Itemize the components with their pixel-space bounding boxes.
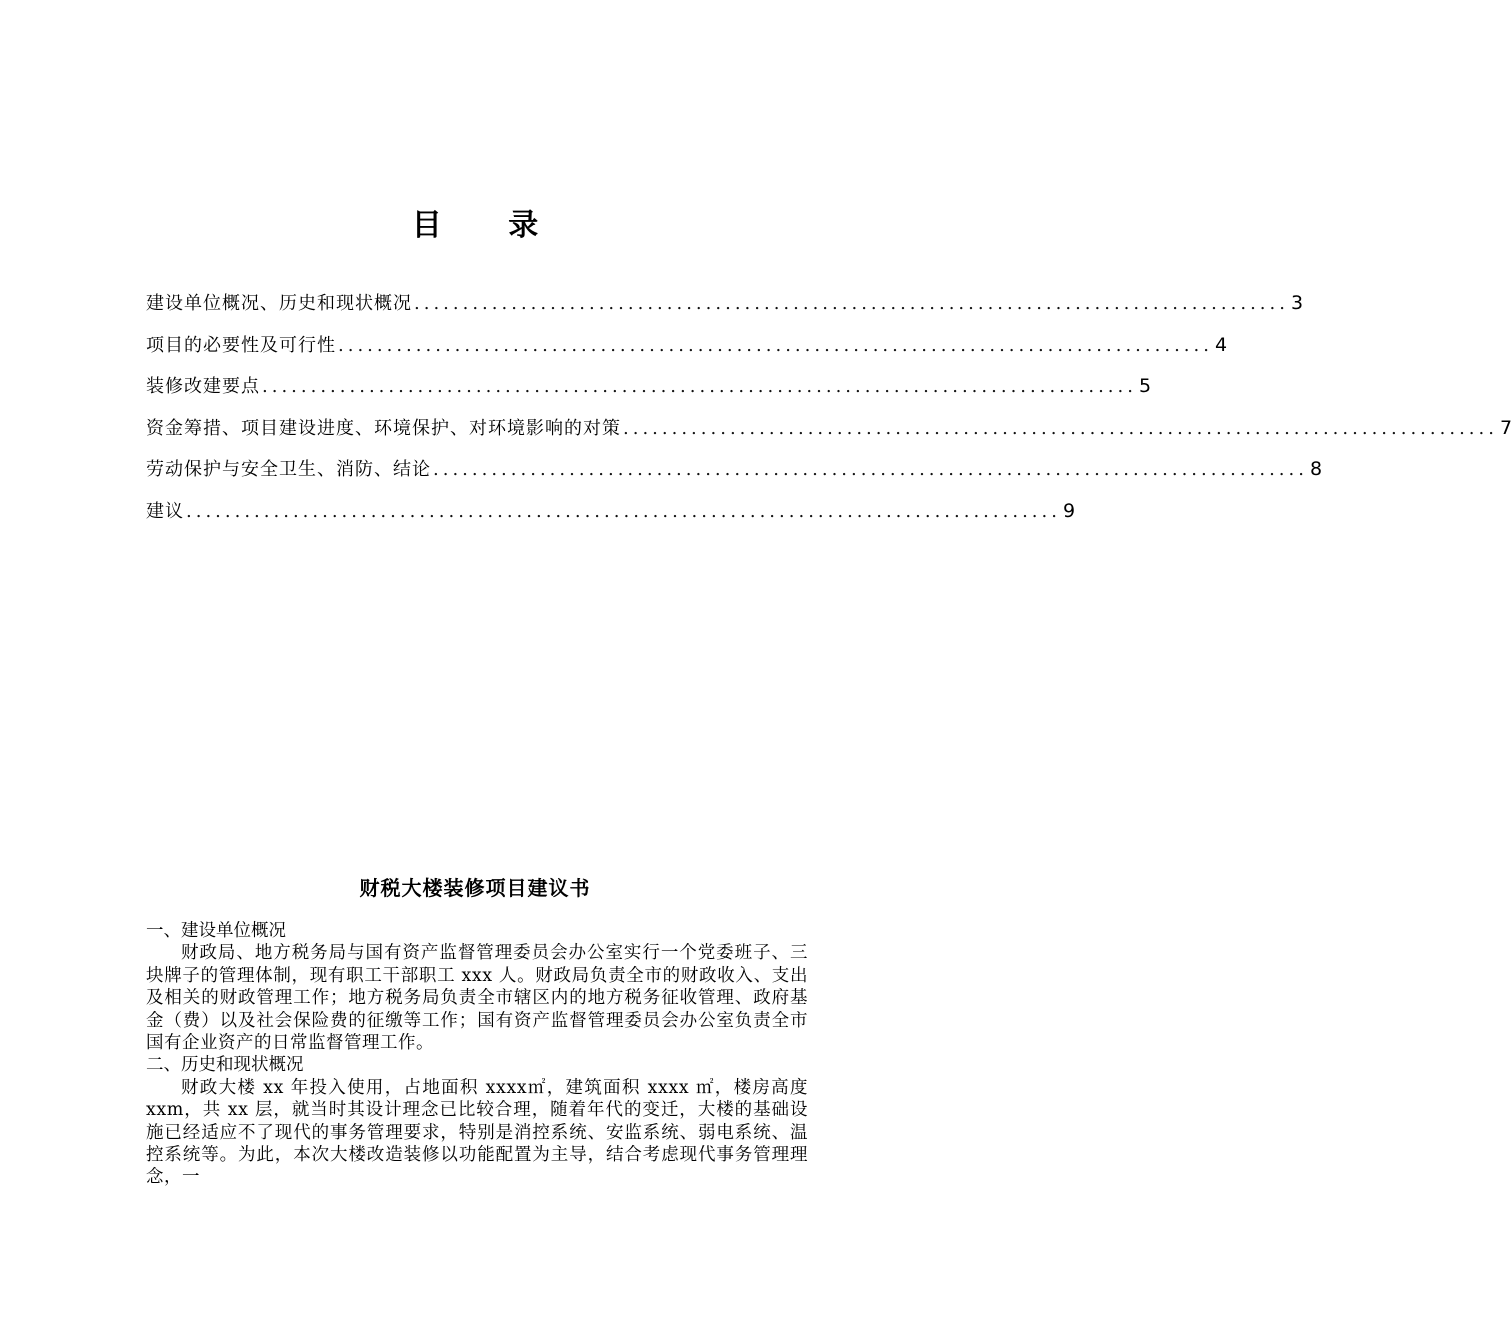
toc-title: 目 录 <box>411 208 567 243</box>
toc-entry[interactable] <box>146 454 1323 496</box>
toc-entry-page: 5 <box>1138 375 1152 397</box>
toc-leader-dots: .......................................................................................... <box>433 459 1308 480</box>
toc-entry[interactable] <box>146 496 1076 538</box>
toc-entry-text: 建设单位概况、历史和现状概况 <box>146 293 412 314</box>
toc-leader-dots: .......................................................................................... <box>414 293 1289 314</box>
toc-entry-page: 8 <box>1309 458 1323 480</box>
toc-entry-page: 4 <box>1214 333 1228 356</box>
toc-entry-page: 7 <box>1499 416 1512 439</box>
toc-entry[interactable] <box>146 288 1304 330</box>
section-heading: 二、历史和现状概况 <box>146 1055 304 1076</box>
document-title: 财税大楼装修项目建议书 <box>359 876 591 900</box>
section-paragraph: 财政大楼 xx 年投入使用，占地面积 xxxx㎡，建筑面积 xxxx ㎡，楼房高度 xxm，共 xx 层，就当时其设计理念已比较合理，随着年代的变迁，大楼的基础设施已经适应不了现代的事务管理要求，特别是消控系统、安监系统、弱电系统、温控系统等。为此，本次大楼改造装修以功能配置为主导，结合考虑现代事务管理理念，一 <box>146 1077 808 1188</box>
toc-entry[interactable] <box>146 371 1152 413</box>
toc-entry-text: 装修改建要点 <box>146 376 260 397</box>
toc-entry-page: 9 <box>1062 499 1076 522</box>
toc-leader-dots: .......................................................................................... <box>186 500 1061 522</box>
toc-entry[interactable] <box>146 413 1512 455</box>
toc-leader-dots: .......................................................................................... <box>623 417 1498 439</box>
section-paragraph: 财政局、地方税务局与国有资产监督管理委员会办公室实行一个党委班子、三块牌子的管理体制，现有职工干部职工 xxx 人。财政局负责全市的财政收入、支出及相关的财政管理工作；地方税务局负责全市辖区内的地方税务征收管理、政府基金（费）以及社会保险费的征缴等工作；国有资产监督管理委员会办公室负责全市国有企业资产的日常监督管理工作。 <box>146 943 808 1054</box>
toc-leader-dots: .......................................................................................... <box>338 334 1213 356</box>
document-body <box>146 920 808 1189</box>
toc-entry-page: 3 <box>1290 292 1304 314</box>
toc-entry[interactable] <box>146 330 1228 372</box>
toc-entry-text: 劳动保护与安全卫生、消防、结论 <box>146 459 431 480</box>
toc-leader-dots: .......................................................................................... <box>262 376 1137 397</box>
toc-entry-text: 建议 <box>146 500 184 522</box>
toc-entry-text: 资金筹措、项目建设进度、环境保护、对环境影响的对策 <box>146 417 621 439</box>
table-of-contents <box>146 288 1512 537</box>
toc-entry-text: 项目的必要性及可行性 <box>146 334 336 356</box>
section-heading: 一、建设单位概况 <box>146 921 286 941</box>
